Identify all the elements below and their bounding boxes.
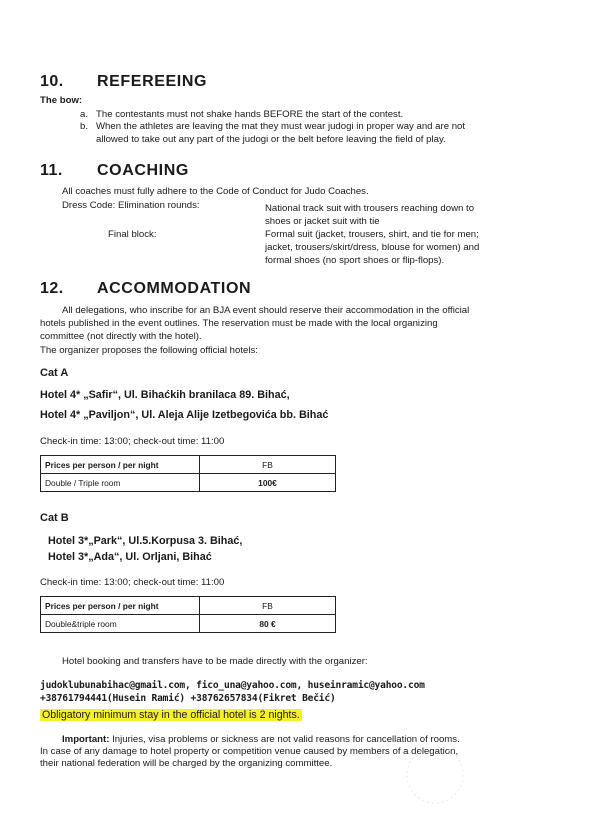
- room-type-cell: Double&triple room: [41, 615, 200, 633]
- dress-code-label: Dress Code: Elimination rounds:: [62, 200, 200, 211]
- booking-contact-phones: +38761794441(Husein Ramić) +38762657834(Fikret Bečić): [40, 693, 336, 704]
- accommodation-para-line1: All delegations, who inscribe for an BJA event should reserve their accommodation in the official: [62, 305, 470, 316]
- room-type-cell: Double / Triple room: [41, 474, 200, 492]
- cat-a-checkin: Check-in time: 13:00; check-out time: 11:00: [40, 436, 225, 447]
- dress-elim-line2: shoes or jacket suit with tie: [265, 216, 380, 227]
- final-block-label: Final block:: [108, 229, 157, 240]
- booking-intro: Hotel booking and transfers have to be made directly with the organizer:: [62, 656, 368, 667]
- cat-a-hotel-1: Hotel 4* „Safir“, Ul. Bihaćkih branilaca 89. Bihać,: [40, 389, 290, 401]
- section-11-number: 11.: [40, 162, 63, 179]
- item-b-text-line2: allowed to take out any part of the judogi or the belt before leaving the field of play.: [96, 134, 446, 145]
- table-row: [41, 474, 336, 492]
- item-a-marker: a.: [80, 109, 89, 120]
- cat-b-checkin: Check-in time: 13:00; check-out time: 11:00: [40, 577, 225, 588]
- section-11-title: COACHING: [97, 162, 189, 179]
- important-line3: their national federation will be charged by the organizing committee.: [40, 758, 333, 769]
- faint-stamp-mark: [400, 740, 470, 810]
- table-row: [41, 597, 336, 615]
- final-line1: Formal suit (jacket, trousers, shirt, and tie for men;: [265, 229, 479, 240]
- item-b-text-line1: When the athletes are leaving the mat they must wear judogi in proper way and are not: [96, 121, 466, 132]
- item-a-text: The contestants must not shake hands BEFORE the start of the contest.: [96, 109, 404, 120]
- section-10-number: 10.: [40, 73, 64, 90]
- final-line3: formal shoes (no sport shoes or flip-flops).: [265, 255, 445, 266]
- booking-contact-emails: judoklubunabihac@gmail.com, fico_una@yahoo.com, huseinramic@yahoo.com: [40, 680, 425, 691]
- table-row: [41, 615, 336, 633]
- cat-b-label: Cat B: [40, 512, 69, 524]
- accommodation-para-line2: hotels published in the event outlines. The reservation must be made with the local organizing: [40, 318, 438, 329]
- final-line2: jacket, trousers/skirt/dress, blouse for women) and: [265, 242, 480, 253]
- minimum-stay-highlight: Obligatory minimum stay in the official hotel is 2 nights.: [42, 709, 300, 721]
- important-text-1: Injuries, visa problems or sickness are not valid reasons for cancellation of rooms.: [109, 734, 460, 745]
- coaching-intro: All coaches must fully adhere to the Code of Conduct for Judo Coaches.: [62, 186, 369, 197]
- price-header-cell: Prices per person / per night: [41, 597, 200, 615]
- section-12-number: 12.: [40, 280, 64, 297]
- cat-b-hotel-2: Hotel 3*„Ada“, Ul. Orljani, Bihać: [48, 551, 212, 563]
- board-header-cell: FB: [200, 456, 336, 474]
- dress-elim-line1: National track suit with trousers reaching down to: [265, 203, 475, 214]
- table-row: [41, 456, 336, 474]
- cat-a-hotel-2: Hotel 4* „Paviljon“, Ul. Aleja Alije Izetbegovića bb. Bihać: [40, 409, 329, 421]
- item-b-marker: b.: [80, 121, 89, 132]
- price-value-cell: 80 €: [200, 615, 336, 633]
- board-header-cell: FB: [200, 597, 336, 615]
- bow-label: The bow:: [40, 95, 83, 106]
- important-label: Important:: [62, 734, 110, 745]
- cat-b-price-table: [40, 596, 336, 633]
- section-10-title: REFEREEING: [97, 73, 208, 90]
- price-value-cell: 100€: [200, 474, 336, 492]
- cat-a-label: Cat A: [40, 367, 69, 379]
- cat-a-price-table: [40, 455, 336, 492]
- accommodation-para-line4: The organizer proposes the following official hotels:: [40, 345, 258, 356]
- minimum-stay-notice: [40, 708, 302, 722]
- important-line2: In case of any damage to hotel property or competition venue caused by members of a delegation,: [40, 746, 459, 757]
- cat-b-hotel-1: Hotel 3*„Park“, Ul.5.Korpusa 3. Bihać,: [48, 535, 243, 547]
- section-12-title: ACCOMMODATION: [97, 280, 252, 297]
- price-header-cell: Prices per person / per night: [41, 456, 200, 474]
- accommodation-para-line3: committee (not directly with the hotel).: [40, 331, 202, 342]
